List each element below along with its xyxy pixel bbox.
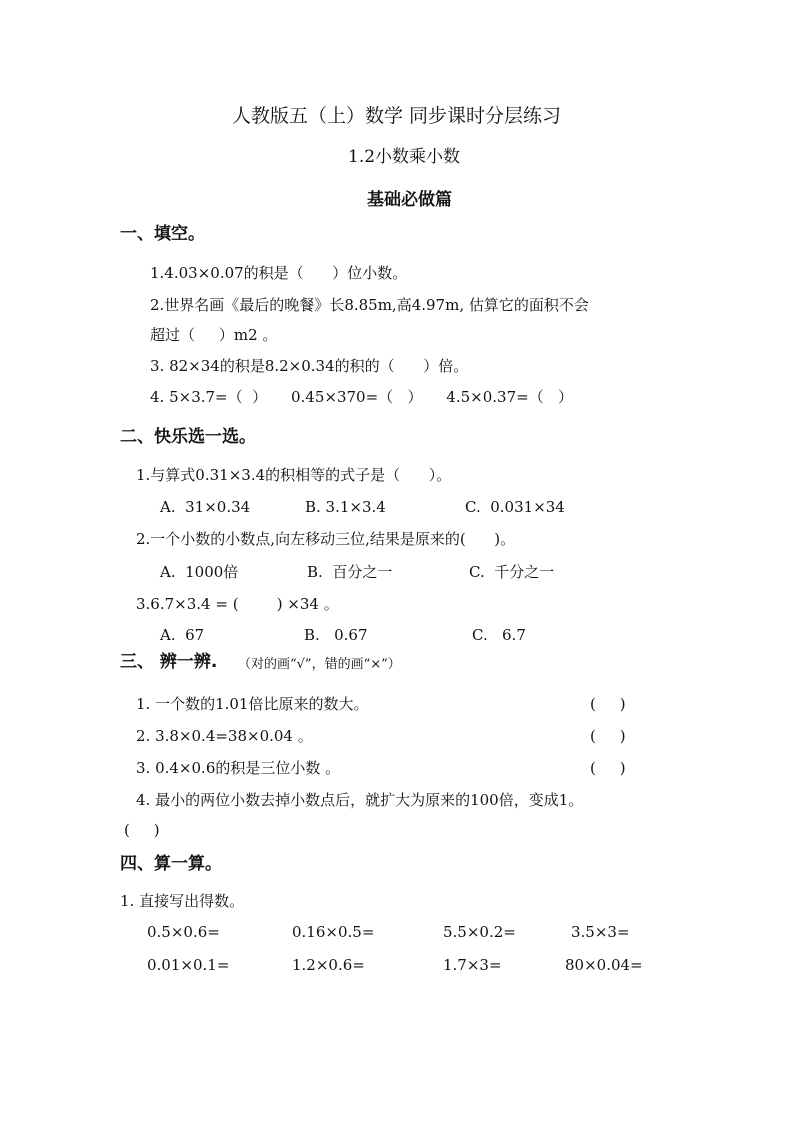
question-1-3: 3. 82×34的积是8.2×0.34的积的（ ）倍。 — [150, 357, 469, 375]
option-2-3-c: C. 6.7 — [472, 626, 526, 644]
section-4-subheading: 1. 直接写出得数。 — [120, 892, 245, 910]
question-2-1: 1.与算式0.31×3.4的积相等的式子是（ ）。 — [136, 466, 452, 484]
option-2-2-a: A. 1000倍 — [160, 563, 239, 581]
judge-blank-2: ( ) — [590, 727, 626, 745]
question-1-4: 4. 5×3.7=（ ） 0.45×370=（ ） 4.5×0.37=（ ） — [150, 388, 573, 406]
option-2-3-b: B. 0.67 — [304, 626, 368, 644]
judge-blank-1: ( ) — [590, 695, 626, 713]
judge-item-4: 4. 最小的两位小数去掉小数点后，就扩大为原来的100倍，变成1。 — [136, 791, 584, 809]
option-2-1-b: B. 3.1×3.4 — [305, 498, 386, 516]
judge-blank-4: ( ) — [124, 821, 160, 839]
section-3-note: （对的画“√”，错的画“×”） — [238, 657, 401, 672]
calc-item: 1.2×0.6= — [292, 956, 365, 974]
question-2-3: 3.6.7×3.4 = ( ) ×34 。 — [136, 595, 339, 613]
calc-item: 0.5×0.6= — [147, 923, 220, 941]
section-3-heading: 三、 辨一辨. — [120, 652, 218, 672]
question-1-2: 2.世界名画《最后的晚餐》长8.85m,高4.97m, 估算它的面积不会 — [150, 296, 589, 314]
question-1-1: 1.4.03×0.07的积是（ ）位小数。 — [150, 264, 408, 282]
calc-item: 0.01×0.1= — [147, 956, 230, 974]
question-1-2-cont: 超过（ ）m2 。 — [150, 326, 278, 344]
judge-item-2: 2. 3.8×0.4=38×0.04 。 — [136, 727, 313, 745]
option-2-1-c: C. 0.031×34 — [465, 498, 565, 516]
calc-item: 5.5×0.2= — [443, 923, 516, 941]
calc-item: 80×0.04= — [565, 956, 643, 974]
option-2-2-c: C. 千分之一 — [469, 563, 555, 581]
lesson-subtitle: 1.2小数乘小数 — [348, 147, 461, 167]
option-2-2-b: B. 百分之一 — [307, 563, 393, 581]
worksheet-title: 人教版五（上）数学 同步课时分层练习 — [232, 105, 562, 127]
option-2-1-a: A. 31×0.34 — [160, 498, 251, 516]
judge-blank-3: ( ) — [590, 759, 626, 777]
section-4-heading: 四、算一算。 — [120, 854, 222, 874]
section-2-heading: 二、快乐选一选。 — [120, 427, 256, 447]
option-2-3-a: A. 67 — [160, 626, 205, 644]
judge-item-3: 3. 0.4×0.6的积是三位小数 。 — [136, 759, 341, 777]
calc-item: 1.7×3= — [443, 956, 502, 974]
calc-item: 0.16×0.5= — [292, 923, 375, 941]
question-2-2: 2.一个小数的小数点,向左移动三位,结果是原来的( )。 — [136, 530, 516, 548]
section-1-heading: 一、填空。 — [120, 224, 205, 244]
judge-item-1: 1. 一个数的1.01倍比原来的数大。 — [136, 695, 369, 713]
level-heading: 基础必做篇 — [367, 190, 452, 210]
calc-item: 3.5×3= — [571, 923, 630, 941]
